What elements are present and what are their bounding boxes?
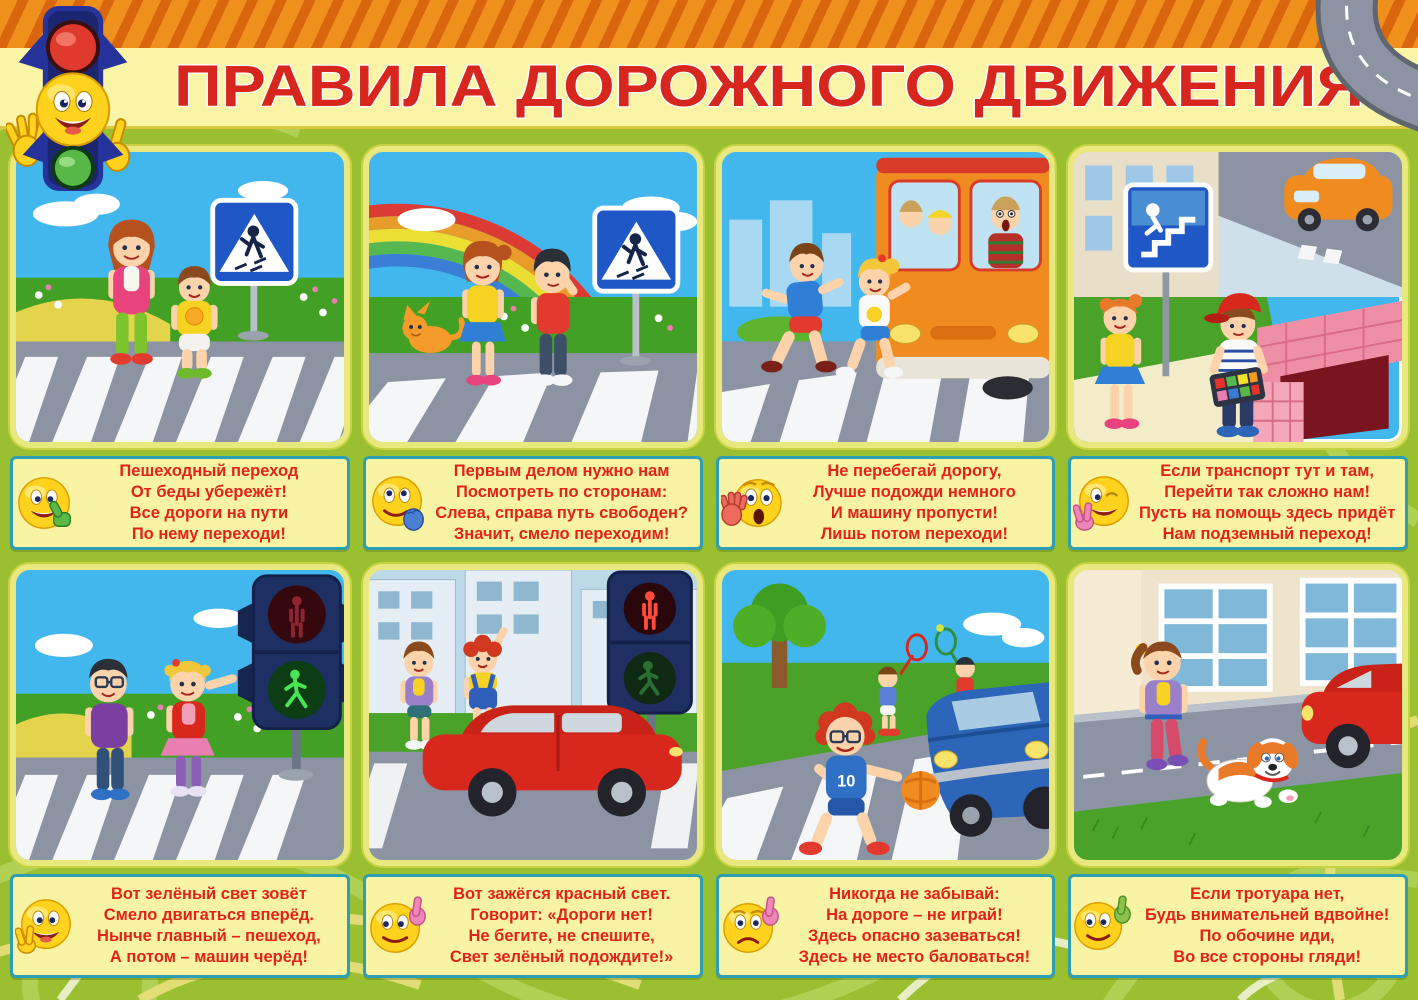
caption-line: Пешеходный переход	[119, 461, 299, 480]
panel-2-caption	[363, 456, 703, 550]
poster-column-2	[363, 146, 703, 978]
caption-line: Будь внимательней вдвойне!	[1145, 905, 1390, 924]
traffic-light-smiley-mascot	[6, 2, 138, 198]
smiley-peace-laugh-icon	[15, 895, 77, 957]
smiley-thinking-fist-icon	[368, 472, 430, 534]
panel-5-caption	[10, 874, 350, 978]
panel-3-caption-text	[783, 461, 1047, 545]
panel-6-illustration	[363, 564, 703, 866]
caption-line: Пусть на помощь здесь придёт	[1138, 504, 1396, 522]
panel-3-illustration	[716, 146, 1056, 448]
caption-line: Во все стороны гляди!	[1173, 948, 1362, 967]
poster-column-3	[716, 146, 1056, 978]
panel-4-illustration	[1068, 146, 1408, 448]
caption-line: Все дороги на пути	[129, 504, 289, 522]
caption-line: Не перебегай дорогу,	[827, 461, 1002, 480]
point-up-hand	[409, 897, 425, 925]
caption-line: Лучше подожди немного	[812, 482, 1016, 501]
panel-1-caption-text	[77, 461, 341, 545]
caption-line: Первым делом нужно нам	[453, 461, 670, 480]
panel-2-illustration	[363, 146, 703, 448]
orange-stripe-band	[0, 0, 1418, 52]
mascot-smiley-face	[37, 73, 109, 145]
scene-roadside-walk	[1074, 570, 1402, 860]
caption-line: Смело двигаться вперёд.	[103, 905, 314, 924]
smiley-stop-hand-icon	[721, 472, 783, 534]
thinking-fist-hand	[404, 509, 423, 530]
caption-line: Лишь потом переходи!	[820, 525, 1009, 544]
panel-4-caption	[1068, 456, 1408, 550]
panel-4-caption-text	[1135, 461, 1399, 545]
caption-line: На дороге – не играй!	[826, 905, 1003, 924]
scene-look-both-ways	[369, 152, 697, 442]
caption-line: И машину пропусти!	[830, 504, 998, 522]
caption-line: Говорит: «Дороги нет!	[470, 905, 653, 924]
underpass-entrance	[1254, 301, 1402, 442]
title-banner	[0, 48, 1418, 126]
panel-7-caption-text	[783, 884, 1047, 968]
caption-line: Посмотреть по сторонам:	[456, 482, 668, 501]
caption-line: Вот зелёный свет зовёт	[110, 884, 307, 903]
panel-8-caption-text	[1135, 884, 1399, 968]
caption-line: От беды убережёт!	[130, 482, 287, 501]
panel-5-caption-text	[77, 884, 341, 968]
caption-line: Никогда не забывай:	[829, 884, 1000, 903]
scene-underpass	[1074, 152, 1402, 442]
panel-7-illustration	[716, 564, 1056, 866]
caption-line: Свет зелёный подождите!»	[449, 948, 674, 967]
scene-red-light	[369, 570, 697, 860]
panel-5-illustration	[10, 564, 350, 866]
caption-line: А потом – машин черёд!	[109, 948, 308, 967]
panel-3-caption	[716, 456, 1056, 550]
scene-green-light	[16, 570, 344, 860]
scene-running-before-bus	[722, 152, 1050, 442]
caption-line: Нам подземный переход!	[1162, 525, 1372, 544]
jersey-number: 10	[836, 772, 855, 791]
poster-column-4	[1068, 146, 1408, 978]
map-road-decoration	[1268, 0, 1418, 150]
caption-line: Слева, справа путь свободен?	[435, 504, 689, 522]
caption-line: Здесь не место баловаться!	[798, 948, 1031, 967]
point-up-hand	[1115, 896, 1131, 923]
caption-line: По обочине иди,	[1199, 927, 1335, 945]
caption-line: Перейти так сложно нам!	[1164, 482, 1371, 501]
caption-line: Вот зажёгся красный свет.	[453, 884, 671, 903]
poster-column-1	[10, 146, 350, 978]
smiley-point-up-icon	[368, 895, 430, 957]
scene-no-playing-on-road	[722, 570, 1050, 860]
smiley-thumbs-up-icon	[15, 472, 77, 534]
page-title	[144, 50, 1394, 124]
panel-8-illustration	[1068, 564, 1408, 866]
smiley-sad-point-up-icon	[721, 895, 783, 957]
bus-icon	[876, 158, 1050, 400]
caption-line: Значит, смело переходим!	[453, 525, 670, 544]
smiley-peace-wink-icon	[1073, 472, 1135, 534]
caption-line: Если транспорт тут и там,	[1160, 461, 1374, 480]
smiley-point-up-green-icon	[1073, 895, 1135, 957]
poster-title-text: ПРАВИЛА ДОРОЖНОГО ДВИЖЕНИЯ	[174, 54, 1364, 119]
caption-line: Нынче главный – пешеход,	[97, 927, 321, 945]
panel-grid	[10, 146, 1408, 978]
caption-line: По нему переходи!	[131, 525, 286, 544]
point-up-hand	[762, 897, 778, 925]
panel-8-caption	[1068, 874, 1408, 978]
panel-7-caption	[716, 874, 1056, 978]
panel-6-caption-text	[430, 884, 694, 968]
caption-line: Не бегите, не спешите,	[468, 927, 655, 945]
panel-2-caption-text	[430, 461, 694, 545]
panel-1-caption	[10, 456, 350, 550]
caption-line: Здесь опасно зазеваться!	[807, 927, 1021, 945]
caption-line: Если тротуара нет,	[1190, 884, 1345, 903]
panel-6-caption	[363, 874, 703, 978]
